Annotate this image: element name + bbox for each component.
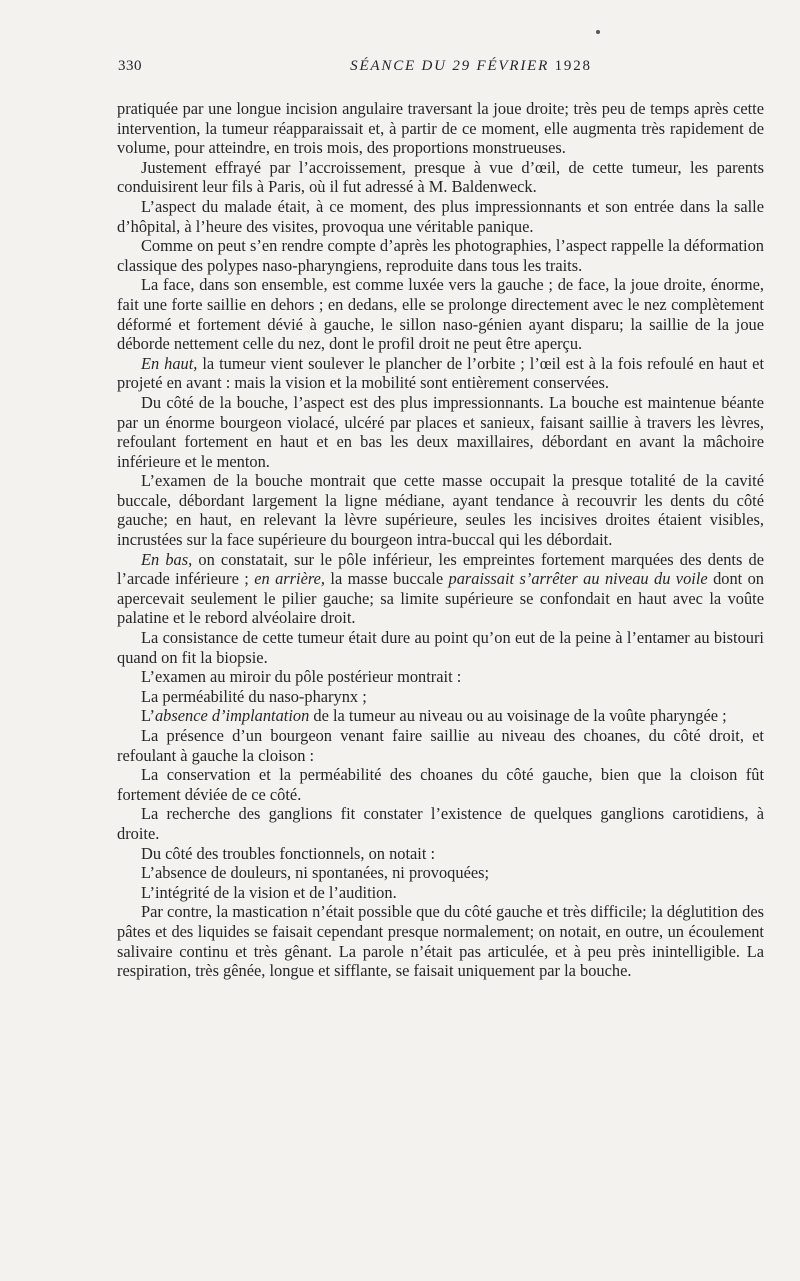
paragraph-text: La recherche des ganglions fit constater l’existence de quelques ganglions carotidiens, à droite. bbox=[117, 804, 764, 843]
paragraph-text: L’aspect du malade était, à ce moment, des plus impressionnants et son entrée dans la salle d’hôpital, à l’heure des visites, provoqua une véritable panique. bbox=[117, 196, 764, 236]
running-head-title: SÉANCE DU 29 FÉVRIER bbox=[350, 58, 550, 74]
paragraph-text: Du côté de la bouche, l’aspect est des plus impressionnants. La bouche est maintenue béante par un énorme bourgeon violacé, ulcéré par places et sanieux, faisant saillie à travers les lèvres, refoulant fortement en haut et en bas les deux maxillaires, débordant en avant la mâchoire inférieure et le menton. bbox=[117, 392, 764, 471]
paragraph-text: L’examen au miroir du pôle postérieur montrait : bbox=[141, 667, 462, 687]
paragraph-text: de la tumeur au niveau ou au voisinage de la voûte pharyngée ; bbox=[309, 706, 727, 726]
paragraph bbox=[117, 354, 764, 393]
paragraph-text: L’ bbox=[141, 706, 155, 726]
paragraph-text: L’intégrité de la vision et de l’audition. bbox=[141, 882, 397, 902]
paragraph bbox=[117, 197, 764, 236]
paragraph bbox=[117, 236, 764, 275]
paragraph bbox=[117, 902, 764, 980]
paragraph-text: Par contre, la mastication n’était possible que du côté gauche et très difficile; la déglutition des pâtes et des liquides se faisait cependant presque normalement; on notait, en outre, un écoulement salivaire continu et très gênant. La parole n’était pas articulée, et à peu près inintelligible. La respiration, très gênée, longue et sifflante, se faisait uniquement par la bouche. bbox=[117, 902, 764, 981]
paragraph bbox=[117, 804, 764, 843]
paragraph-text: la masse buccale bbox=[325, 569, 449, 589]
italic-lead: En bas, bbox=[141, 549, 193, 569]
running-head bbox=[118, 58, 764, 75]
paragraph-text: La consistance de cette tumeur était dure au point qu’on eut de la peine à l’entamer au bistouri quand on fit la biopsie. bbox=[117, 628, 764, 667]
paragraph bbox=[117, 726, 764, 765]
paragraph-text: dont on apercevait seulement le pilier gauche; sa limite supérieure se confondait en haut avec la voûte palatine et le rebord alvéolaire droit. bbox=[117, 569, 764, 628]
paragraph bbox=[117, 471, 764, 549]
paragraph bbox=[117, 550, 764, 628]
paragraph-text: L’absence de douleurs, ni spontanées, ni provoquées; bbox=[141, 863, 490, 883]
paragraph bbox=[117, 99, 764, 158]
body-text bbox=[117, 99, 764, 981]
paragraph bbox=[117, 628, 764, 667]
paragraph bbox=[117, 844, 764, 864]
paragraph bbox=[117, 275, 764, 353]
paragraph bbox=[117, 158, 764, 197]
paragraph-text: la tumeur vient soulever le plancher de l’orbite ; l’œil est à la fois refoulé en haut et projeté en avant : mais la vision et la mobilité sont entièrement conservées. bbox=[117, 353, 765, 393]
paragraph-text: L’examen de la bouche montrait que cette masse occupait la presque totalité de la cavité buccale, débordant largement la ligne médiane, ayant tendance à recouvrir les dents du côté gauche; en haut, en relevant la lèvre supérieure, seules les incisives droites étaient visibles, incrustées sur la face supérieure du bourgeon intra-buccal qui les débordait. bbox=[117, 471, 764, 550]
italic-phrase: en arrière, bbox=[254, 569, 325, 589]
paragraph-text: La présence d’un bourgeon venant faire saillie au niveau des choanes, du côté droit, et refoulant à gauche la cloison : bbox=[117, 726, 764, 765]
paragraph-text: La face, dans son ensemble, est comme luxée vers la gauche ; de face, la joue droite, énorme, fait une forte saillie en dehors ; en dedans, elle se prolonge directement avec le nez complètement déformé et fortement dévié à gauche, le sillon naso-génien ayant disparu; la saillie de la joue déborde nettement celle du nez, dont le profil droit ne peut être aperçu. bbox=[117, 275, 764, 354]
paragraph-text: Justement effrayé par l’accroissement, presque à vue d’œil, de cette tumeur, les parents conduisirent leur fils à Paris, où il fut adressé à M. Baldenweck. bbox=[117, 157, 764, 197]
paragraph bbox=[117, 765, 764, 804]
paragraph bbox=[117, 706, 764, 726]
italic-lead: absence d’implantation bbox=[154, 706, 310, 726]
paragraph-text: Comme on peut s’en rendre compte d’après les photographies, l’aspect rappelle la déformation classique des polypes naso-pharyngiens, reproduite dans tous les traits. bbox=[117, 236, 764, 275]
paragraph-text: on constatait, sur le pôle inférieur, les empreintes fortement marquées des dents de l’arcade inférieure ; bbox=[117, 549, 764, 589]
paragraph bbox=[117, 863, 764, 883]
paragraph bbox=[117, 393, 764, 471]
paragraph-text: Du côté des troubles fonctionnels, on notait : bbox=[141, 843, 436, 863]
running-head-year: 1928 bbox=[554, 58, 592, 74]
page-number: 330 bbox=[118, 58, 142, 74]
italic-phrase: paraissait s’arrêter au niveau du voile bbox=[448, 569, 708, 589]
paragraph-text: La perméabilité du naso-pharynx ; bbox=[141, 686, 367, 706]
ink-speck bbox=[596, 30, 600, 34]
page-header bbox=[118, 58, 764, 80]
paragraph bbox=[117, 667, 764, 687]
italic-lead: En haut, bbox=[141, 353, 198, 373]
paragraph-text: pratiquée par une longue incision angulaire traversant la joue droite; très peu de temps après cette intervention, la tumeur réapparaissait et, à partir de ce moment, elle augmenta très rapidement de volume, pour atteindre, en trois mois, des proportions monstrueuses. bbox=[117, 99, 764, 158]
paragraph-text: La conservation et la perméabilité des choanes du côté gauche, bien que la cloison fût fortement déviée de ce côté. bbox=[117, 765, 764, 804]
paragraph bbox=[117, 883, 764, 903]
paragraph bbox=[117, 687, 764, 707]
